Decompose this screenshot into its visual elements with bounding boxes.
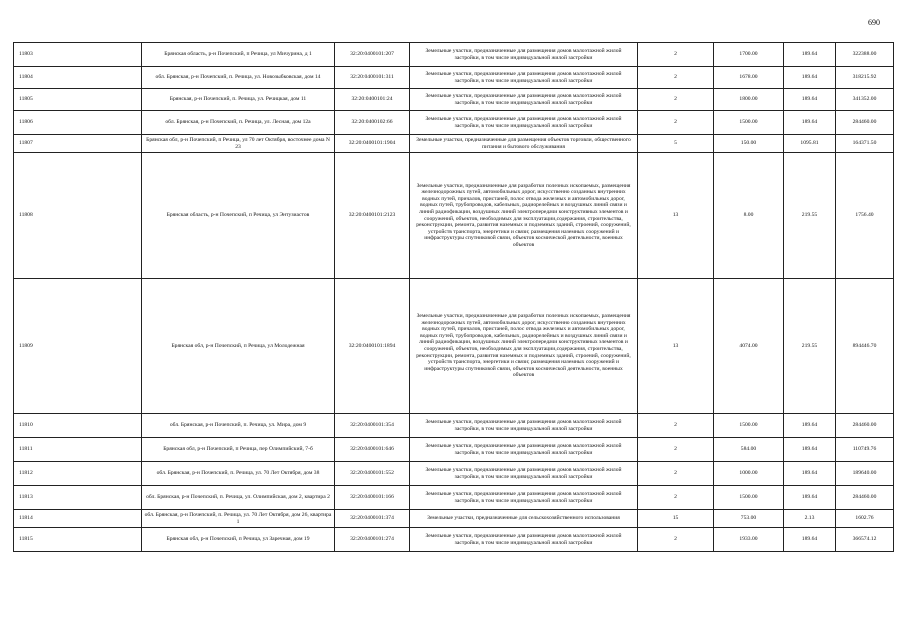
area-cell: 1933.00 [714,528,784,552]
table-row [14,89,894,111]
rate-cell: 219.55 [784,279,836,414]
row-number: 11805 [14,89,142,111]
rate-cell: 2.13 [784,510,836,528]
cadastral-number-cell: 32:20:0400101:311 [335,67,410,89]
address-cell: Брянская область, р-н Почепский, п Речица, ул Энтузиастов [142,153,335,279]
land-use-cell: Земельные участки, предназначенные для размещения домов малоэтажной жилой застройки, в том числе индивидуальной жилой застройки [410,438,638,462]
page-number: 690 [868,18,880,27]
table-row [14,528,894,552]
land-use-cell: Земельные участки, предназначенные для размещения объектов торговли, общественного питания и бытового обслуживания [410,135,638,153]
table-row [14,67,894,89]
address-cell: Брянская обл, р-н Почепский, п Речица, пер Олимпийский, 7-б [142,438,335,462]
category-cell: 13 [638,153,714,279]
cadastral-value-cell: 1602.76 [836,510,894,528]
area-cell: 150.00 [714,135,784,153]
category-cell: 2 [638,414,714,438]
rate-cell: 189.64 [784,486,836,510]
row-number: 11815 [14,528,142,552]
rate-cell: 189.64 [784,43,836,67]
address-cell: обл. Брянская, р-н Почепский, п. Речица, ул. Мира, дом 9 [142,414,335,438]
area-cell: 4074.00 [714,279,784,414]
table-row [14,486,894,510]
cadastral-value-cell: 318215.92 [836,67,894,89]
address-cell: Брянская обл, р-н Почепский, п Речица, ул Заречная, дом 19 [142,528,335,552]
cadastral-number-cell: 32:20:0400101:354 [335,414,410,438]
area-cell: 753.00 [714,510,784,528]
cadastral-value-cell: 284460.00 [836,414,894,438]
cadastral-value-cell: 189640.00 [836,462,894,486]
land-use-cell: Земельные участки, предназначенные для размещения домов малоэтажной жилой застройки, в том числе индивидуальной жилой застройки [410,486,638,510]
rate-cell: 189.64 [784,89,836,111]
address-cell: Брянская обл, р-н Почепский, п Речица, ул 70 лет Октября, восточнее дома N 23 [142,135,335,153]
land-use-cell: Земельные участки, предназначенные для размещения домов малоэтажной жилой застройки, в том числе индивидуальной жилой застройки [410,43,638,67]
category-cell: 2 [638,43,714,67]
row-number: 11808 [14,153,142,279]
rate-cell: 189.64 [784,462,836,486]
cadastral-number-cell: 32:20:0400101:24 [335,89,410,111]
area-cell: 1500.00 [714,111,784,135]
cadastral-number-cell: 32:20:0400101:1904 [335,135,410,153]
table-row [14,462,894,486]
table-row [14,414,894,438]
cadastral-value-cell: 1756.40 [836,153,894,279]
cadastral-number-cell: 32:20:0400101:552 [335,462,410,486]
cadastral-number-cell: 32:20:0400101:1894 [335,279,410,414]
category-cell: 13 [638,279,714,414]
area-cell: 1000.00 [714,462,784,486]
cadastral-value-cell: 366574.12 [836,528,894,552]
cadastral-number-cell: 32:20:0400101:374 [335,510,410,528]
address-cell: обл. Брянская, р-н Почепский, п. Речица, ул. 70 Лет Октября, дом 26, квартира 1 [142,510,335,528]
row-number: 11813 [14,486,142,510]
rate-cell: 189.64 [784,414,836,438]
cadastral-value-cell: 894446.70 [836,279,894,414]
category-cell: 15 [638,510,714,528]
area-cell: 1800.00 [714,89,784,111]
land-use-cell: Земельные участки, предназначенные для разработки полезных ископаемых, размещения железнодорожных путей, автомобильных дорог, искусственно созданных внутренних водных путей, причалов, пристаней, полос отвода железных и автомобильных дорог, водных путей, трубопроводов, кабельных, радиорелейных и воздушных линий связи и линий радиофикации, воздушных линий электропередачи конструктивных элементов и сооружений, объектов, необходимых для эксплуатации,содержания, строительства, реконструкции, ремонта, развития наземных и подземных зданий, строений, сооружений, устройств транспорта, энергетики и связи; размещения наземных сооружений и инфраструктуры спутниковой связи, объектов космической деятельности, военных объектов [410,279,638,414]
cadastral-value-cell: 284460.00 [836,486,894,510]
category-cell: 2 [638,438,714,462]
cadastral-number-cell: 32:20:0400101:646 [335,438,410,462]
land-use-cell: Земельные участки, предназначенные для разработки полезных ископаемых, размещения железнодорожных путей, автомобильных дорог, искусственно созданных внутренних водных путей, причалов, пристаней, полос отвода железных и автомобильных дорог, водных путей, трубопроводов, кабельных, радиорелейных и воздушных линий связи и линий радиофикации, воздушных линий электропередачи конструктивных элементов и сооружений, объектов, необходимых для эксплуатации,содержания, строительства, реконструкции, ремонта, развития наземных и подземных зданий, строений, сооружений, устройств транспорта, энергетики и связи; размещения наземных сооружений и инфраструктуры спутниковой связи, объектов космической деятельности, военных объектов [410,153,638,279]
category-cell: 2 [638,89,714,111]
address-cell: обл. Брянская, р-н Почепский, п. Речица, ул. Лесная, дом 12а [142,111,335,135]
row-number: 11804 [14,67,142,89]
area-cell: 1500.00 [714,486,784,510]
table-row [14,153,894,279]
area-cell: 1678.00 [714,67,784,89]
cadastral-value-cell: 341352.00 [836,89,894,111]
row-number: 11807 [14,135,142,153]
category-cell: 2 [638,111,714,135]
category-cell: 5 [638,135,714,153]
table-row [14,279,894,414]
area-cell: 1500.00 [714,414,784,438]
land-registry-table [13,42,894,552]
category-cell: 2 [638,462,714,486]
row-number: 11814 [14,510,142,528]
rate-cell: 219.55 [784,153,836,279]
address-cell: Брянская обл, р-н Почепский, п Речица, ул Молодежная [142,279,335,414]
cadastral-value-cell: 164371.50 [836,135,894,153]
cadastral-number-cell: 32:20:0400102:66 [335,111,410,135]
address-cell: обл. Брянская, р-н Почепский, п. Речица, ул. 70 Лет Октября, дом 38 [142,462,335,486]
cadastral-number-cell: 32:20:0400101:274 [335,528,410,552]
rate-cell: 189.64 [784,67,836,89]
land-use-cell: Земельные участки, предназначенные для размещения домов малоэтажной жилой застройки, в том числе индивидуальной жилой застройки [410,528,638,552]
cadastral-value-cell: 110749.76 [836,438,894,462]
address-cell: обл. Брянская, р-н Почепский, п. Речица, ул. Новозыбковская, дом 14 [142,67,335,89]
address-cell: Брянская, р-н Почепский, п. Речица, ул. Речицкая, дом 11 [142,89,335,111]
cadastral-number-cell: 32:20:0400101:166 [335,486,410,510]
category-cell: 2 [638,528,714,552]
land-use-cell: Земельные участки, предназначенные для размещения домов малоэтажной жилой застройки, в том числе индивидуальной жилой застройки [410,462,638,486]
rate-cell: 189.64 [784,528,836,552]
rate-cell: 189.64 [784,111,836,135]
category-cell: 2 [638,486,714,510]
table-body [14,43,894,552]
row-number: 11810 [14,414,142,438]
land-use-cell: Земельные участки, предназначенные для размещения домов малоэтажной жилой застройки, в том числе индивидуальной жилой застройки [410,414,638,438]
cadastral-value-cell: 322388.00 [836,43,894,67]
land-use-cell: Земельные участки, предназначенные для сельскохозяйственного использования [410,510,638,528]
area-cell: 584.00 [714,438,784,462]
table-row [14,111,894,135]
cadastral-number-cell: 32:20:0400101:207 [335,43,410,67]
land-use-cell: Земельные участки, предназначенные для размещения домов малоэтажной жилой застройки, в том числе индивидуальной жилой застройки [410,67,638,89]
cadastral-number-cell: 32:20:0400101:2123 [335,153,410,279]
row-number: 11809 [14,279,142,414]
table-row [14,510,894,528]
land-use-cell: Земельные участки, предназначенные для размещения домов малоэтажной жилой застройки, в том числе индивидуальной жилой застройки [410,111,638,135]
row-number: 11806 [14,111,142,135]
rate-cell: 1095.81 [784,135,836,153]
rate-cell: 189.64 [784,438,836,462]
land-use-cell: Земельные участки, предназначенные для размещения домов малоэтажной жилой застройки, в том числе индивидуальной жилой застройки [410,89,638,111]
table-row [14,135,894,153]
table-row [14,43,894,67]
address-cell: обл. Брянская, р-н Почепский, п. Речица, ул. Олимпийская, дом 2, квартира 2 [142,486,335,510]
address-cell: Брянская область, р-н Почепский, п Речица, ул Мичурина, д 1 [142,43,335,67]
cadastral-value-cell: 284460.00 [836,111,894,135]
area-cell: 1700.00 [714,43,784,67]
table-row [14,438,894,462]
category-cell: 2 [638,67,714,89]
row-number: 11812 [14,462,142,486]
row-number: 11803 [14,43,142,67]
area-cell: 8.00 [714,153,784,279]
row-number: 11811 [14,438,142,462]
